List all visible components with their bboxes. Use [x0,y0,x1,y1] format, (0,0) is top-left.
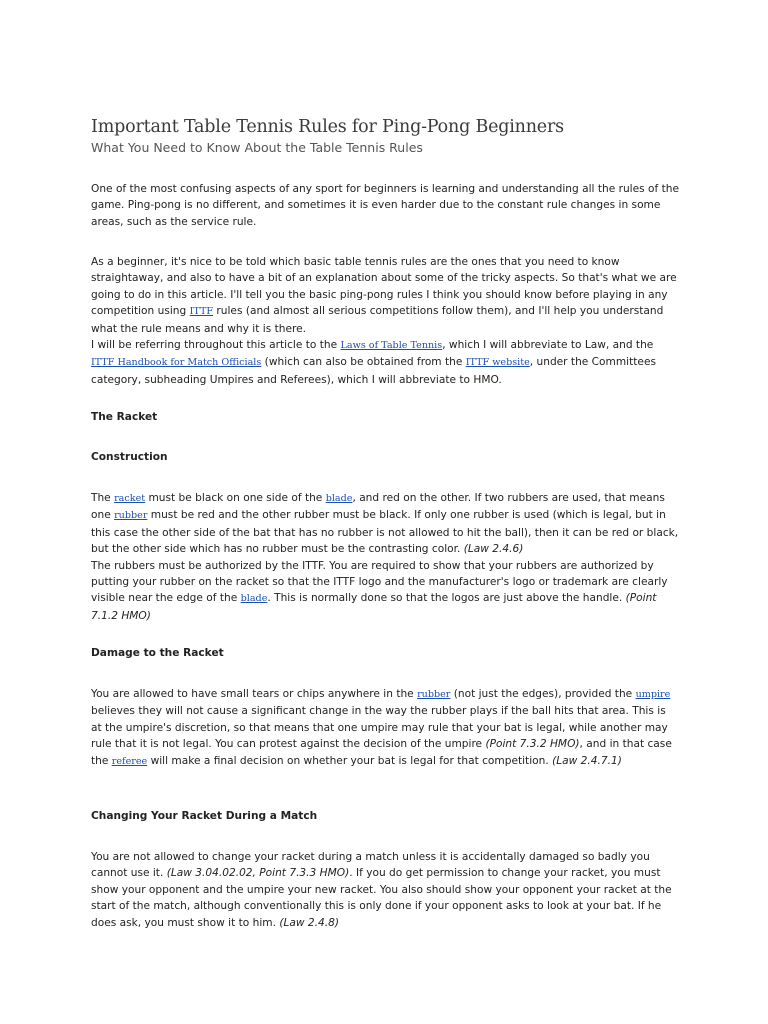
text-span: must be red and the other rubber must be black. If only one rubber is used (which is legal, but in this case the other side of the bat that has no rubber is not allowed to hit the ball), then it can be red or black, but the other side which has no rubber must be the contrasting color. [91,509,679,556]
section-heading-damage: Damage to the Racket [91,647,224,659]
section-heading-construction: Construction [91,451,168,463]
ittf-handbook-link[interactable]: ITTF Handbook for Match Officials [91,357,262,369]
laws-of-table-tennis-link[interactable]: Laws of Table Tennis [340,340,443,352]
ittf-website-link[interactable]: ITTF website [465,357,530,369]
text-span: I will be referring throughout this article to the [91,339,341,352]
text-span: , and red on the other. If two rubbers are used, that means one [91,492,665,522]
rubber-link-2[interactable]: rubber [417,689,451,700]
text-span: must be black on one side of the [145,492,326,504]
law-reference: (Law 3.04.02.02, Point 7.3.3 HMO) [166,867,350,880]
rubber-link[interactable]: rubber [114,510,148,522]
law-reference: (Law 2.4.7.1) [552,754,622,767]
intro-paragraph-2 [91,254,679,388]
text-span: The [91,492,115,504]
text-span: . This is normally done so that the logos are just above the handle. [267,592,626,605]
text-span: believes they will not cause a significant change in the way the rubber plays if the ball hits that area. This is at the umpire's discretion, so that means that one umpire may rule that your bat is legal, while another may rule that it is not legal. You can protest against the decision of the umpire [91,705,668,751]
text-span: , which I will abbreviate to Law, and the [442,339,654,352]
text-span: (which can also be obtained from the [261,356,466,369]
text-span: . If you do get permission to change your racket, you must show your opponent and the umpire your new racket. You also should show your opponent your racket at the start of the match, although conventionally this is only done if your opponent asks to look at your bat. If he does ask, you must show it to him. [91,867,672,929]
law-reference: (Law 2.4.6) [463,543,524,556]
text-span: will make a final decision on whether your bat is legal for that competition. [147,754,553,767]
text-span: , and in that case the [91,738,672,767]
text-span: rules (and almost all serious competitions follow them), and I'll help you understand what the rule means and why it is there. [91,305,664,335]
umpire-link[interactable]: umpire [635,689,671,700]
blade-link-2[interactable]: blade [240,593,268,605]
text-span: You are not allowed to change your racket during a match unless it is accidentally damaged so badly you cannot use it. [91,851,650,880]
referee-link[interactable]: referee [111,755,148,767]
text-span: As a beginner, it's nice to be told which basic table tennis rules are the ones that you need to know straightaway, and also to have a bit of an explanation about some of the tricky aspects. So that's what we are going to do in this article. I'll tell you the basic ping-pong rules I think you should know before playing in any competition using [91,256,677,318]
ittf-link[interactable]: ITTF [189,306,214,318]
intro-paragraph: One of the most confusing aspects of any sport for beginners is learning and understanding all the rules of the game. Ping-pong is no different, and sometimes it is even harder due to the constant rule changes in some areas, such as the service rule. [91,183,679,228]
blade-link[interactable]: blade [325,493,353,504]
hmo-reference: (Point 7.1.2 HMO) [91,592,657,622]
construction-paragraph [91,490,679,624]
text-span: , under the Committees category, subheading Umpires and Referees), which I will abbreviate to HMO. [91,356,656,386]
text-span: The rubbers must be authorized by the ITTF. You are required to show that your rubbers are authorized by putting your rubber on the racket so that the ITTF logo and the manufacturer's logo or trademark are clearly visible near the edge of the [91,559,668,605]
racket-link[interactable]: racket [114,493,146,504]
section-heading-racket: The Racket [91,411,158,423]
text-span: You are allowed to have small tears or chips anywhere in the [91,688,418,700]
damage-paragraph [91,686,679,770]
hmo-reference: (Point 7.3.2 HMO) [485,738,580,751]
page-title: Important Table Tennis Rules for Ping-Pong Beginners [91,117,564,137]
changing-racket-paragraph [91,849,679,931]
section-heading-changing-racket: Changing Your Racket During a Match [91,810,318,822]
page-subtitle: What You Need to Know About the Table Tennis Rules [91,140,423,155]
law-reference: (Law 2.4.8) [279,916,339,929]
text-span: (not just the edges), provided the [450,688,636,700]
